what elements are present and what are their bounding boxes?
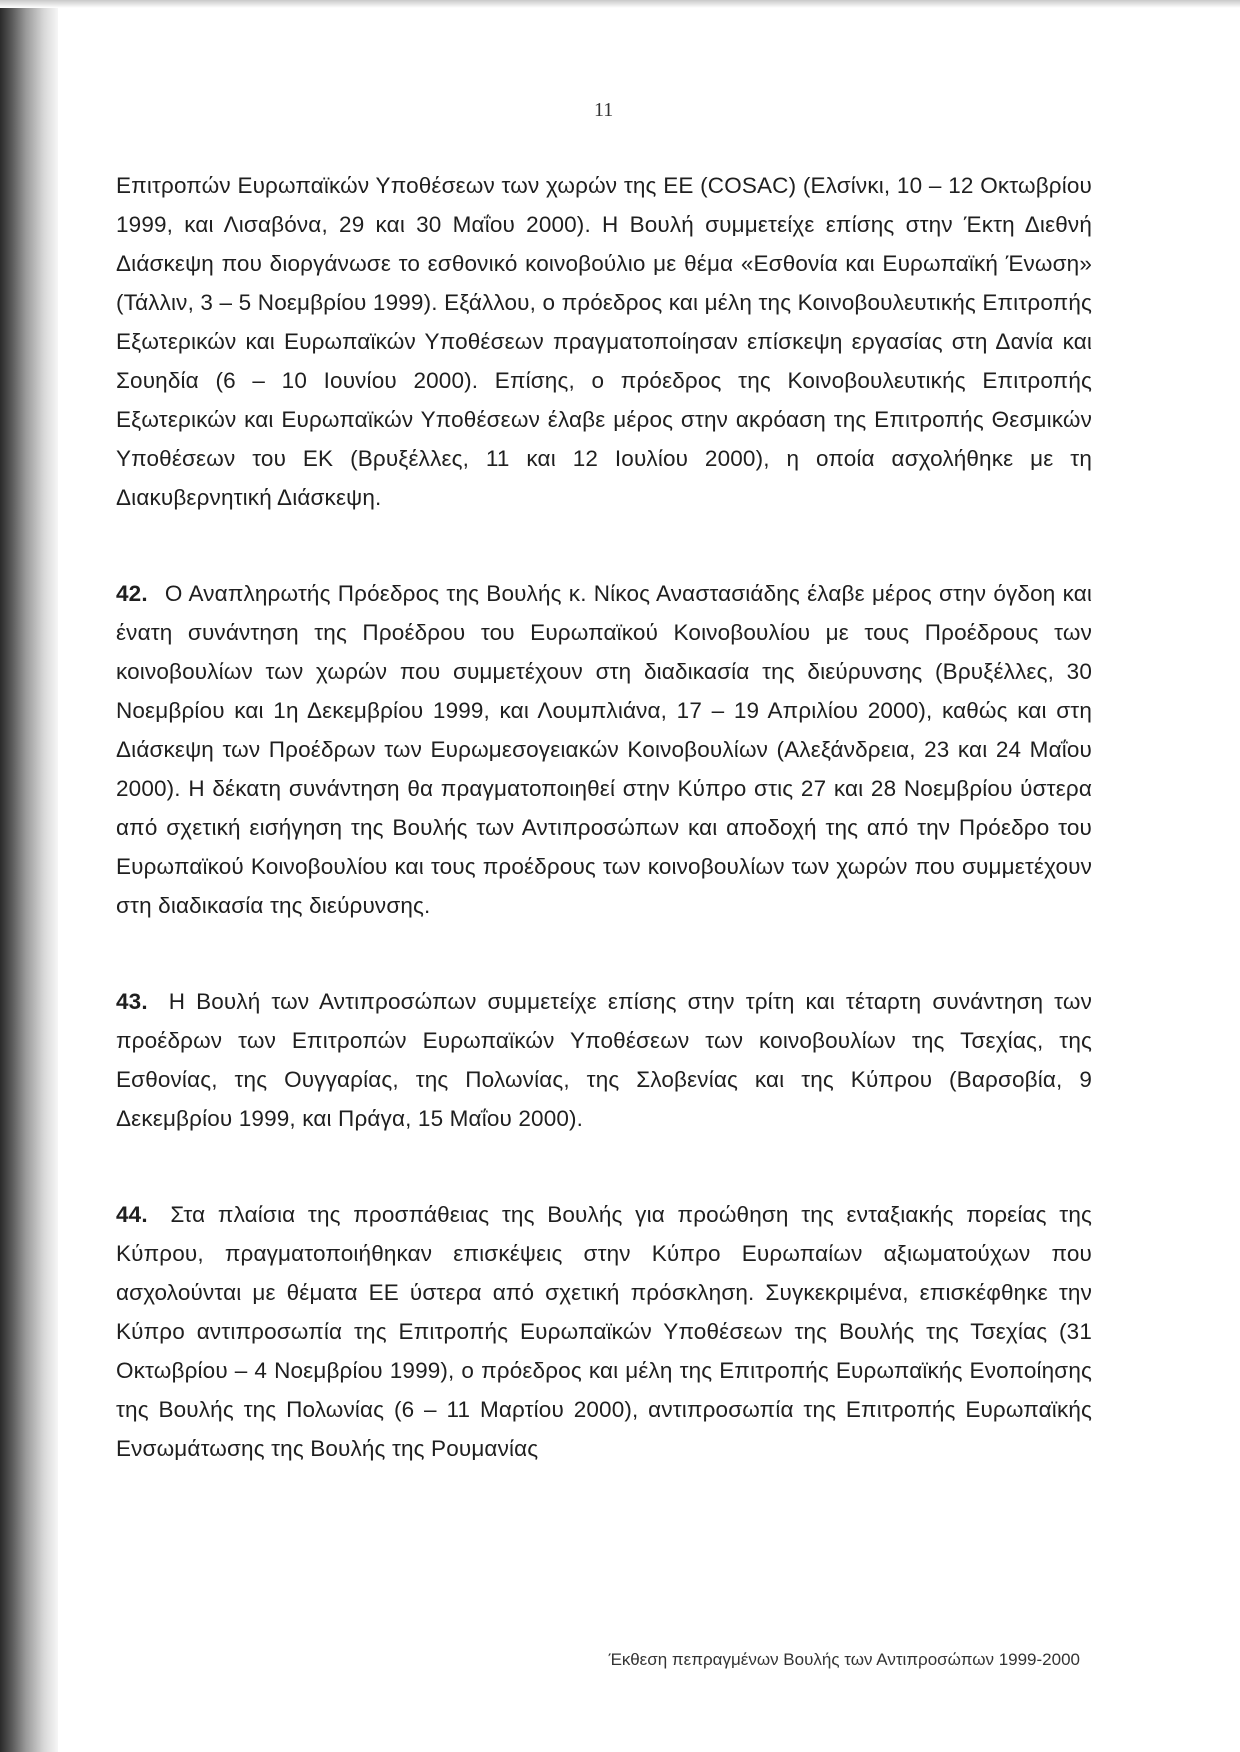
paragraph-text: Η Βουλή των Αντιπροσώπων συμμετείχε επίσης στην τρίτη και τέταρτη συνάντηση των προέδρων των Επιτροπών Ευρωπαϊκών Υποθέσεων των κοινοβουλίων της Τσεχίας, της Εσθονίας, της Ουγγαρίας, της Πολωνίας, της Σλοβενίας και της Κύπρου (Βαρσοβία, 9 Δεκεμβρίου 1999, και Πράγα, 15 Μαΐου 2000).	[116, 989, 1092, 1131]
paragraph-continuation	[116, 166, 1092, 517]
paragraph-text: Στα πλαίσια της προσπάθειας της Βουλής για προώθηση της ενταξιακής πορείας της Κύπρου, πραγματοποιήθηκαν επισκέψεις στην Κύπρο Ευρωπαίων αξιωματούχων που ασχολούνται με θέματα ΕΕ ύστερα από σχετική πρόσκληση. Συγκεκριμένα, επισκέφθηκε την Κύπρο αντιπροσωπία της Επιτροπής Ευρωπαϊκών Υποθέσεων της Βουλής της Τσεχίας (31 Οκτωβρίου – 4 Νοεμβρίου 1999), ο πρόεδρος και μέλη της Επιτροπής Ευρωπαϊκής Ενοποίησης της Βουλής της Πολωνίας (6 – 11 Μαρτίου 2000), αντιπροσωπία της Επιτροπής Ευρωπαϊκής Ενσωμάτωσης της Βουλής της Ρουμανίας	[116, 1202, 1093, 1461]
page-footer: Έκθεση πεπραγμένων Βουλής των Αντιπροσώπων 1999-2000	[608, 1650, 1080, 1669]
paragraph-text: Ο Αναπληρωτής Πρόεδρος της Βουλής κ. Νίκος Αναστασιάδης έλαβε μέρος στην όγδοη και ένατη συνάντηση της Προέδρου του Ευρωπαϊκού Κοινοβουλίου με τους Προέδρους των κοινοβουλίων των χωρών που συμμετέχουν στη διαδικασία της διεύρυνσης (Βρυξέλλες, 30 Νοεμβρίου και 1η Δεκεμβρίου 1999, και Λουμπλιάνα, 17 – 19 Απριλίου 2000), καθώς και στη Διάσκεψη των Προέδρων των Ευρωμεσογειακών Κοινοβουλίων (Αλεξάνδρεια, 23 και 24 Μαΐου 2000). Η δέκατη συνάντηση θα πραγματοποιηθεί στην Κύπρο στις 27 και 28 Νοεμβρίου ύστερα από σχετική εισήγηση της Βουλής των Αντιπροσώπων και αποδοχή της από την Πρόεδρο του Ευρωπαϊκού Κοινοβουλίου και τους προέδρους των κοινοβουλίων των χωρών που συμμετέχουν στη διαδικασία της διεύρυνσης.	[116, 581, 1092, 918]
paragraph-43	[116, 982, 1092, 1138]
binding-shadow	[0, 0, 58, 1752]
paragraph-44	[116, 1195, 1092, 1468]
paragraph-42	[116, 574, 1092, 925]
paragraph-number: 44.	[116, 1202, 148, 1227]
paragraph-number: 43.	[116, 989, 148, 1014]
document-body	[116, 166, 1092, 1468]
paragraph-number: 42.	[116, 581, 148, 606]
top-edge-shade	[0, 0, 1240, 8]
paragraph-text: Επιτροπών Ευρωπαϊκών Υποθέσεων των χωρών της ΕΕ (COSAC) (Ελσίνκι, 10 – 12 Οκτωβρίου 1999, και Λισαβόνα, 29 και 30 Μαΐου 2000). Η Βουλή συμμετείχε επίσης στην Έκτη Διεθνή Διάσκεψη που διοργάνωσε το εσθονικό κοινοβούλιο με θέμα «Εσθονία και Ευρωπαϊκή Ένωση» (Τάλλιν, 3 – 5 Νοεμβρίου 1999). Εξάλλου, ο πρόεδρος και μέλη της Κοινοβουλευτικής Επιτροπής Εξωτερικών και Ευρωπαϊκών Υποθέσεων πραγματοποίησαν επίσκεψη εργασίας στη Δανία και Σουηδία (6 – 10 Ιουνίου 2000). Επίσης, ο πρόεδρος της Κοινοβουλευτικής Επιτροπής Εξωτερικών και Ευρωπαϊκών Υποθέσεων έλαβε μέρος στην ακρόαση της Επιτροπής Θεσμικών Υποθέσεων του ΕΚ (Βρυξέλλες, 11 και 12 Ιουλίου 2000), η οποία ασχολήθηκε με τη Διακυβερνητική Διάσκεψη.	[116, 173, 1092, 510]
page-number: 11	[594, 99, 614, 121]
